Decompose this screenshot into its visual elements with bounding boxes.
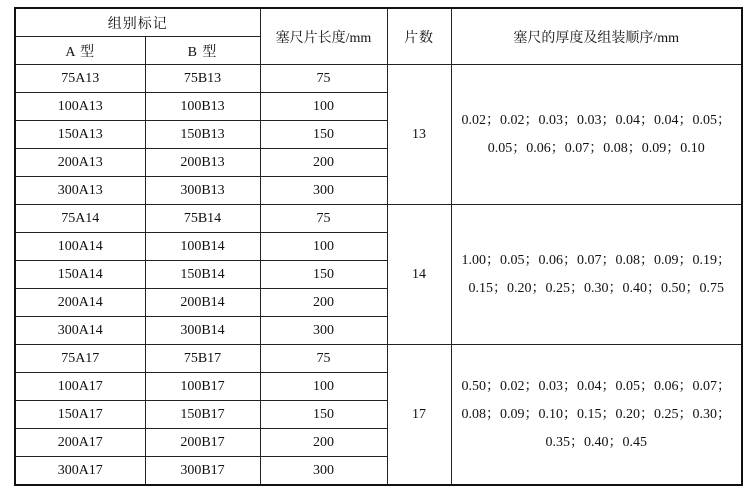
thickness-sequence: 0.02；0.02；0.03；0.03；0.04；0.04；0.05；0.05；0.06；0.07；0.08；0.09；0.10	[461, 112, 731, 156]
length-cell: 150	[260, 401, 387, 429]
length-cell: 75	[260, 65, 387, 93]
type-a-cell: 75A13	[15, 65, 145, 93]
length-cell: 100	[260, 233, 387, 261]
type-b-cell: 200B17	[145, 429, 260, 457]
length-cell: 75	[260, 345, 387, 373]
type-a-header: A 型	[15, 37, 145, 65]
length-cell: 75	[260, 205, 387, 233]
type-b-cell: 300B17	[145, 457, 260, 486]
type-a-cell: 200A13	[15, 149, 145, 177]
type-b-cell: 300B13	[145, 177, 260, 205]
table-row	[15, 205, 742, 233]
type-a-cell: 300A14	[15, 317, 145, 345]
type-b-cell: 100B14	[145, 233, 260, 261]
length-cell: 200	[260, 289, 387, 317]
feeler-gauge-table-container	[14, 7, 741, 486]
length-cell: 300	[260, 457, 387, 486]
type-a-cell: 100A13	[15, 93, 145, 121]
thickness-sequence: 1.00；0.05；0.06；0.07；0.08；0.09；0.19；0.15；0.20；0.25；0.30；0.40；0.50；0.75	[461, 252, 731, 296]
type-a-cell: 300A13	[15, 177, 145, 205]
thickness-cell	[451, 205, 742, 345]
count-cell: 14	[387, 205, 451, 345]
type-b-cell: 75B14	[145, 205, 260, 233]
type-a-cell: 150A17	[15, 401, 145, 429]
type-a-cell: 150A13	[15, 121, 145, 149]
thickness-header: 塞尺的厚度及组装顺序/mm	[451, 8, 742, 65]
type-b-header: B 型	[145, 37, 260, 65]
table-header	[15, 8, 742, 65]
type-b-cell: 100B17	[145, 373, 260, 401]
type-b-cell: 150B14	[145, 261, 260, 289]
thickness-cell	[451, 65, 742, 205]
type-b-cell: 150B17	[145, 401, 260, 429]
type-a-cell: 75A14	[15, 205, 145, 233]
length-cell: 150	[260, 261, 387, 289]
length-cell: 150	[260, 121, 387, 149]
count-header: 片数	[387, 8, 451, 65]
type-b-cell: 200B14	[145, 289, 260, 317]
feeler-gauge-table	[14, 7, 743, 486]
thickness-sequence: 0.50；0.02；0.03；0.04；0.05；0.06；0.07；0.08；0.09；0.10；0.15；0.20；0.25；0.30；0.35；0.40；0.45	[461, 378, 731, 450]
count-cell: 17	[387, 345, 451, 486]
type-b-cell: 300B14	[145, 317, 260, 345]
length-cell: 300	[260, 317, 387, 345]
count-cell: 13	[387, 65, 451, 205]
type-b-cell: 75B17	[145, 345, 260, 373]
group-mark-header: 组别标记	[15, 8, 260, 37]
length-header: 塞尺片长度/mm	[260, 8, 387, 65]
type-a-cell: 200A17	[15, 429, 145, 457]
table-group-17	[15, 345, 742, 486]
length-cell: 100	[260, 373, 387, 401]
type-a-cell: 100A14	[15, 233, 145, 261]
table-row	[15, 65, 742, 93]
type-a-cell: 150A14	[15, 261, 145, 289]
type-a-cell: 100A17	[15, 373, 145, 401]
table-row	[15, 345, 742, 373]
length-cell: 200	[260, 149, 387, 177]
thickness-cell	[451, 345, 742, 486]
type-a-cell: 300A17	[15, 457, 145, 486]
length-cell: 200	[260, 429, 387, 457]
table-group-13	[15, 65, 742, 205]
type-b-cell: 150B13	[145, 121, 260, 149]
type-b-cell: 100B13	[145, 93, 260, 121]
type-a-cell: 200A14	[15, 289, 145, 317]
length-cell: 300	[260, 177, 387, 205]
type-b-cell: 75B13	[145, 65, 260, 93]
type-b-cell: 200B13	[145, 149, 260, 177]
type-a-cell: 75A17	[15, 345, 145, 373]
length-cell: 100	[260, 93, 387, 121]
table-group-14	[15, 205, 742, 345]
